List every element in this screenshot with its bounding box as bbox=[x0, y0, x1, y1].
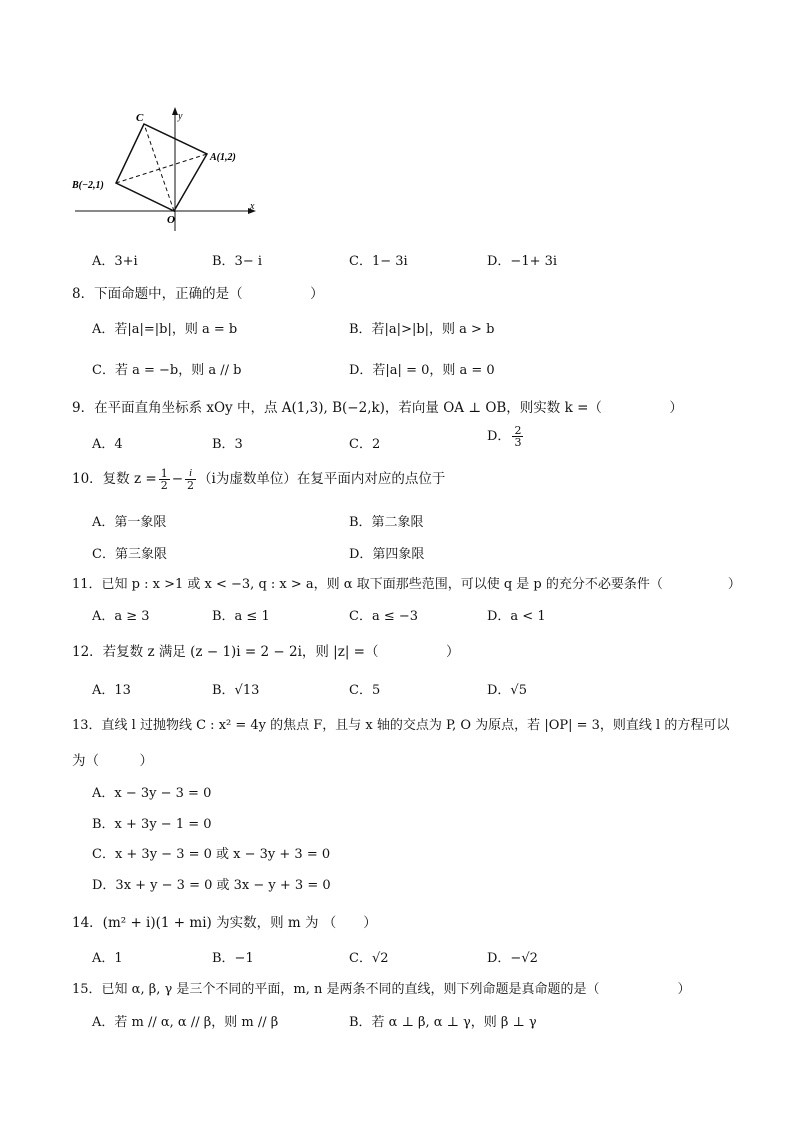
q11-option-a[interactable]: A．a ≥ 3 bbox=[92, 609, 150, 624]
q10-stem-prefix: 10．复数 z = bbox=[72, 471, 157, 487]
q12-option-c[interactable]: C．5 bbox=[349, 683, 381, 698]
q10-option-c[interactable]: C．第三象限 bbox=[92, 547, 167, 562]
coordinate-figure bbox=[70, 105, 260, 235]
q13-option-b[interactable]: B．x + 3y − 1 = 0 bbox=[92, 817, 212, 832]
q13-option-d[interactable]: D．3x + y − 3 = 0 或 3x − y + 3 = 0 bbox=[92, 878, 331, 893]
q15-stem: 15．已知 α, β, γ 是三个不同的平面，m, n 是两条不同的直线，则下列命题是真命题的是（ ） bbox=[72, 982, 691, 997]
label-a: A(1,2) bbox=[210, 152, 236, 163]
q12-option-d[interactable]: D．√5 bbox=[487, 683, 527, 698]
q10-stem bbox=[72, 467, 445, 491]
q13-option-c[interactable]: C．x + 3y − 3 = 0 或 x − 3y + 3 = 0 bbox=[92, 847, 331, 862]
q10-option-d[interactable]: D．第四象限 bbox=[349, 547, 425, 562]
fraction bbox=[512, 425, 523, 448]
q9-option-b[interactable]: B．3 bbox=[212, 437, 243, 452]
q15-option-a[interactable]: A．若 m // α, α // β，则 m // β bbox=[92, 1015, 279, 1030]
fraction-2-numerator: i bbox=[185, 468, 196, 480]
label-y: y bbox=[178, 111, 183, 122]
q11-option-c[interactable]: C．a ≤ −3 bbox=[349, 609, 419, 624]
label-o: O bbox=[167, 214, 175, 226]
q9-option-d-prefix: D． bbox=[487, 429, 511, 444]
q11-stem: 11．已知 p : x >1 或 x < −3, q : x > a，则 α 取下面那些范围，可以使 q 是 p 的充分不必要条件（ ） bbox=[72, 577, 741, 592]
q8-option-c[interactable]: C．若 a = −b，则 a // b bbox=[92, 363, 242, 378]
q14-option-c[interactable]: C．√2 bbox=[349, 951, 389, 966]
q12-option-a[interactable]: A．13 bbox=[92, 683, 131, 698]
label-x: x bbox=[250, 201, 255, 212]
q10-option-b[interactable]: B．第二象限 bbox=[349, 515, 424, 530]
q9-option-d[interactable] bbox=[487, 425, 525, 448]
q9-option-c[interactable]: C．2 bbox=[349, 437, 381, 452]
q13-stem-line1: 13．直线 l 过抛物线 C : x² = 4y 的焦点 F，且与 x 轴的交点为 P, O 为原点，若 |OP| = 3，则直线 l 的方程可以 bbox=[72, 718, 730, 733]
fraction-1 bbox=[159, 468, 170, 491]
q9-stem: 9．在平面直角坐标系 xOy 中，点 A(1,3), B(−2,k)，若向量 OA ⊥ OB，则实数 k =（ ） bbox=[72, 400, 683, 416]
q8-option-d[interactable]: D．若|a| = 0，则 a = 0 bbox=[349, 363, 495, 378]
q14-option-a[interactable]: A．1 bbox=[92, 951, 123, 966]
q10-option-a[interactable]: A．第一象限 bbox=[92, 515, 167, 530]
fraction-numerator: 2 bbox=[514, 424, 522, 437]
fraction-denominator: 3 bbox=[514, 436, 522, 449]
q7-option-a[interactable]: A．3+i bbox=[92, 254, 138, 269]
square-oacb bbox=[116, 124, 207, 211]
q8-option-a[interactable]: A．若|a|=|b|，则 a = b bbox=[92, 322, 238, 337]
q15-option-b[interactable]: B．若 α ⊥ β, α ⊥ γ，则 β ⊥ γ bbox=[349, 1015, 537, 1030]
q11-option-d[interactable]: D．a < 1 bbox=[487, 609, 546, 624]
q10-minus: − bbox=[171, 471, 183, 487]
q10-stem-suffix: （i为虚数单位）在复平面内对应的点位于 bbox=[198, 471, 446, 487]
fraction-2 bbox=[185, 468, 196, 491]
q12-option-b[interactable]: B．√13 bbox=[212, 683, 260, 698]
fraction-1-denominator: 2 bbox=[160, 479, 168, 492]
q9-option-a[interactable]: A．4 bbox=[92, 437, 123, 452]
label-b: B(−2,1) bbox=[72, 180, 104, 191]
q7-option-b[interactable]: B．3− i bbox=[212, 254, 263, 269]
q11-option-b[interactable]: B．a ≤ 1 bbox=[212, 609, 270, 624]
label-c: C bbox=[136, 112, 144, 124]
q14-option-d[interactable]: D．−√2 bbox=[487, 951, 538, 966]
q7-option-c[interactable]: C．1− 3i bbox=[349, 254, 408, 269]
q13-stem-line2: 为（ ） bbox=[72, 753, 153, 769]
q14-stem: 14．(m² + i)(1 + mi) 为实数，则 m 为 （ ） bbox=[72, 915, 377, 931]
q12-stem: 12．若复数 z 满足 (z − 1)i = 2 − 2i，则 |z| =（ ） bbox=[72, 644, 460, 660]
q14-option-b[interactable]: B．−1 bbox=[212, 951, 254, 966]
fraction-1-numerator: 1 bbox=[160, 467, 168, 480]
q8-stem: 8．下面命题中，正确的是（ ） bbox=[72, 286, 324, 302]
q13-option-a[interactable]: A．x − 3y − 3 = 0 bbox=[92, 786, 212, 801]
fraction-2-denominator: 2 bbox=[187, 479, 194, 492]
q7-option-d[interactable]: D．−1+ 3i bbox=[487, 254, 558, 269]
q8-option-b[interactable]: B．若|a|>|b|，则 a > b bbox=[349, 322, 495, 337]
